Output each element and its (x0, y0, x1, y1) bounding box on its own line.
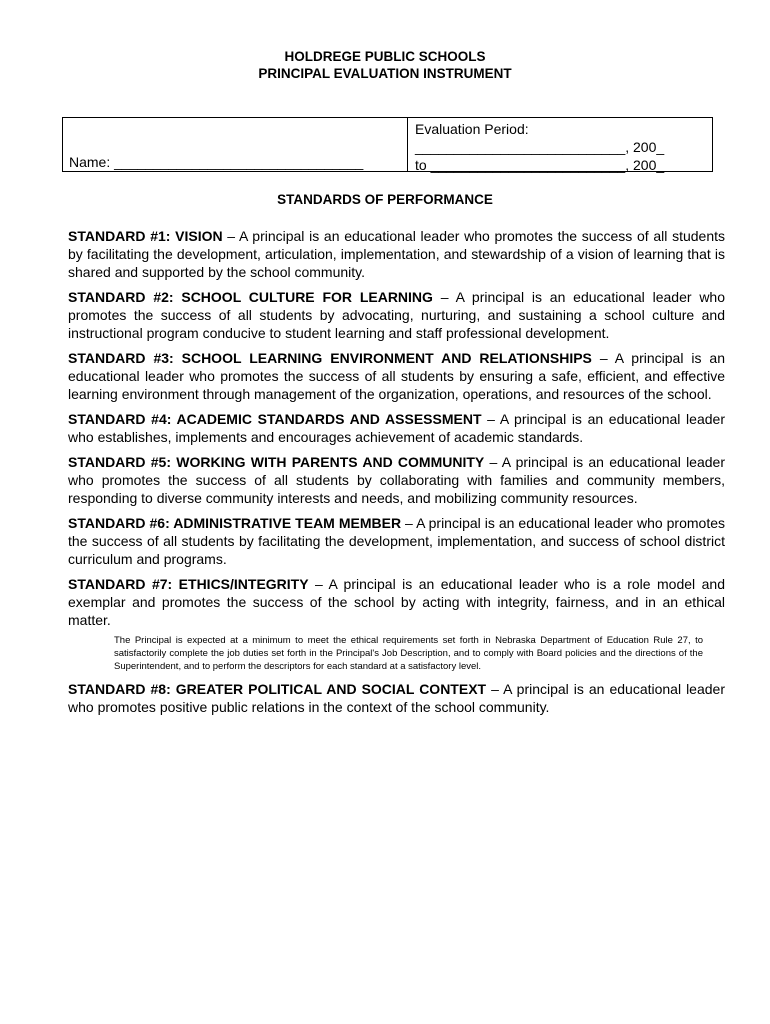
standard-text: – A principal is an educational leader who promotes the success of all students by facilitating the development, articulation, implementation, and stewardship of a vision of learning that is shared and supported by the school community. (68, 228, 725, 280)
standard-title: STANDARD #5: WORKING WITH PARENTS AND COMMUNITY (68, 454, 485, 470)
info-table (62, 117, 713, 172)
standard-title: STANDARD #7: ETHICS/INTEGRITY (68, 576, 309, 592)
standard-text: – A principal is an educational leader who promotes the success of all students by ensuring a safe, efficient, and effective learning environment through management of the organization, operations, and resources of the school. (68, 350, 725, 402)
standard-title: STANDARD #1: VISION (68, 228, 223, 244)
standard-title: STANDARD #4: ACADEMIC STANDARDS AND ASSESSMENT (68, 411, 482, 427)
school-name: HOLDREGE PUBLIC SCHOOLS (284, 49, 486, 64)
period-line-1: ___________________________, 200_ (415, 139, 665, 155)
document-title: PRINCIPAL EVALUATION INSTRUMENT (258, 66, 512, 81)
standard-title: STANDARD #8: GREATER POLITICAL AND SOCIAL CONTEXT (68, 681, 487, 697)
standard-title: STANDARD #2: SCHOOL CULTURE FOR LEARNING (68, 289, 433, 305)
standard-text: – A principal is an educational leader who establishes, implements and encourages achievement of academic standards. (68, 411, 725, 445)
standard-text: – A principal is an educational leader who promotes positive public relations in the context of the school community. (68, 681, 725, 715)
period-cell (408, 118, 712, 171)
document-header (0, 48, 770, 82)
standard-text: – A principal is an educational leader who is a role model and exemplar and promotes the success of the school by acting with integrity, fairness, and in an ethical matter. (68, 576, 725, 628)
standard-6 (68, 514, 725, 568)
period-line-2: to _________________________, 200_ (415, 157, 665, 173)
standard-text: – A principal is an educational leader who promotes the success of all students by advocating, nurturing, and sustaining a school culture and instructional program conducive to student learning and staff professional development. (68, 289, 726, 341)
standard-title: STANDARD #6: ADMINISTRATIVE TEAM MEMBER (68, 515, 402, 531)
standard-5 (68, 453, 725, 507)
standard-1 (68, 227, 725, 281)
name-cell (63, 118, 408, 171)
section-title: STANDARDS OF PERFORMANCE (277, 192, 493, 207)
standard-text: – A principal is an educational leader who promotes the success of all students by facilitating the development, implementation, and success of school district curriculum and programs. (68, 515, 725, 567)
ethics-note: The Principal is expected at a minimum to meet the ethical requirements set forth in Nebraska Department of Education Rule 27, to satisfactorily complete the job duties set forth in the Principal's Job Description, and to comply with Board policies and the directions of the Superintendent, and to perform the descriptors for each standard at a satisfactory level. (114, 635, 703, 672)
standard-title: STANDARD #3: SCHOOL LEARNING ENVIRONMENT AND RELATIONSHIPS (68, 350, 592, 366)
standard-4 (68, 410, 725, 446)
period-label: Evaluation Period: (415, 121, 529, 137)
name-field: Name: ________________________________ (69, 154, 364, 170)
standard-7 (68, 575, 725, 629)
standard-2 (68, 288, 725, 342)
standard-text: – A principal is an educational leader who promotes the success of all students by collaborating with families and community members, responding to diverse community interests and needs, and mobilizing community resources. (68, 454, 725, 506)
standards-list (68, 227, 725, 723)
standard-3 (68, 349, 725, 403)
standard-8 (68, 680, 725, 716)
